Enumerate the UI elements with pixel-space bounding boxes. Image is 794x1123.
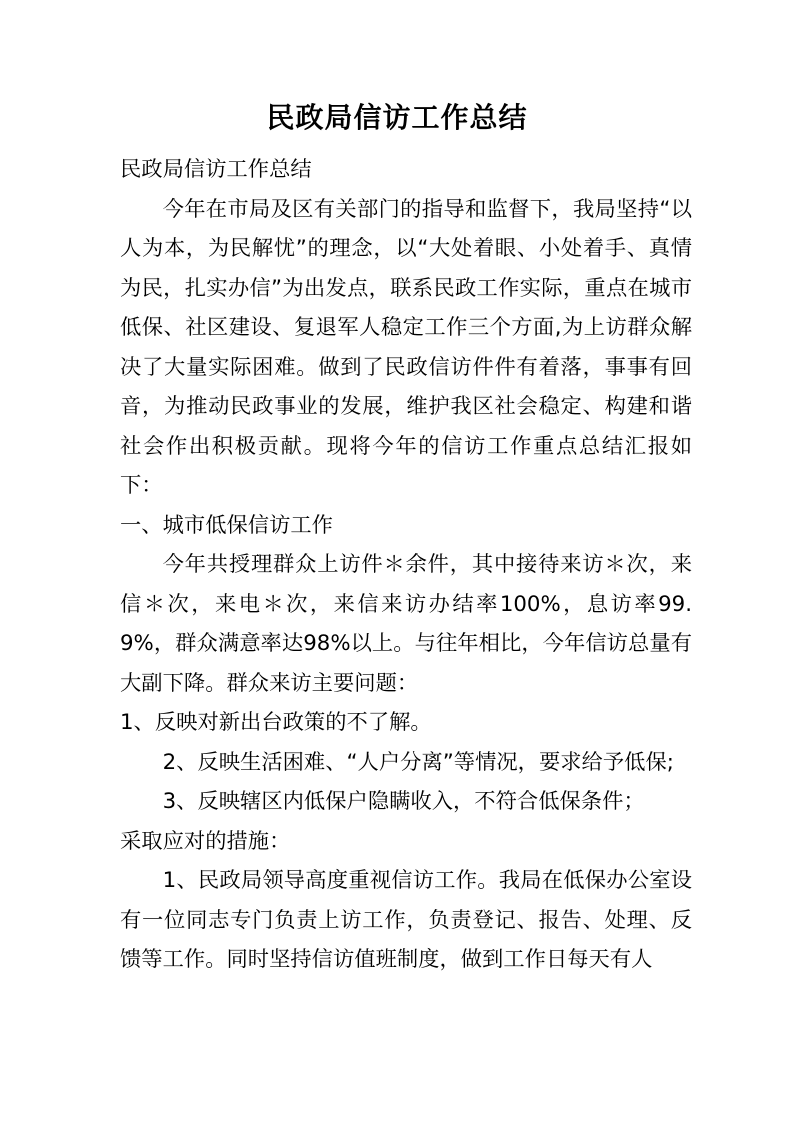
document-title: 民政局信访工作总结	[266, 101, 528, 134]
subtitle-paragraph: 民政局信访工作总结	[120, 157, 312, 182]
statistics-paragraph: 今年共授理群众上访件＊余件，其中接待来访＊次，来信＊次，来电＊次，来信来访办结率100%，息访率99.9%，群众满意率达98%以上。与往年相比，今年信访总量有大副下降。群众来访主要问题：	[120, 552, 692, 696]
document-body	[120, 150, 692, 980]
measure-item-1: 1、民政局领导高度重视信访工作。我局在低保办公室设有一位同志专门负责上访工作，负责登记、报告、处理、反馈等工作。同时坚持信访值班制度，做到工作日每天有人	[120, 868, 692, 972]
issue-item-2: 2、反映生活困难、“人户分离”等情况，要求给予低保;	[162, 749, 674, 775]
section-heading: 一、城市低保信访工作	[120, 512, 333, 538]
measures-heading: 采取应对的措施：	[120, 828, 291, 854]
issue-item-3: 3、反映辖区内低保户隐瞒收入，不符合低保条件；	[162, 789, 645, 814]
issue-item-1: 1、反映对新出台政策的不了解。	[120, 710, 432, 735]
intro-paragraph: 今年在市局及区有关部门的指导和监督下，我局坚持“以人为本，为民解忧”的理念，以“大处着眼、小处着手、真情为民，扎实办信”为出发点，联系民政工作实际，重点在城市低保、社区建设、复退军人稳定工作三个方面,为上访群众解决了大量实际困难。做到了民政信访件件有着落，事事有回音，为推动民政事业的发展，维护我区社会稳定、构建和谐社会作出积极贡献。现将今年的信访工作重点总结汇报如下：	[120, 196, 692, 498]
